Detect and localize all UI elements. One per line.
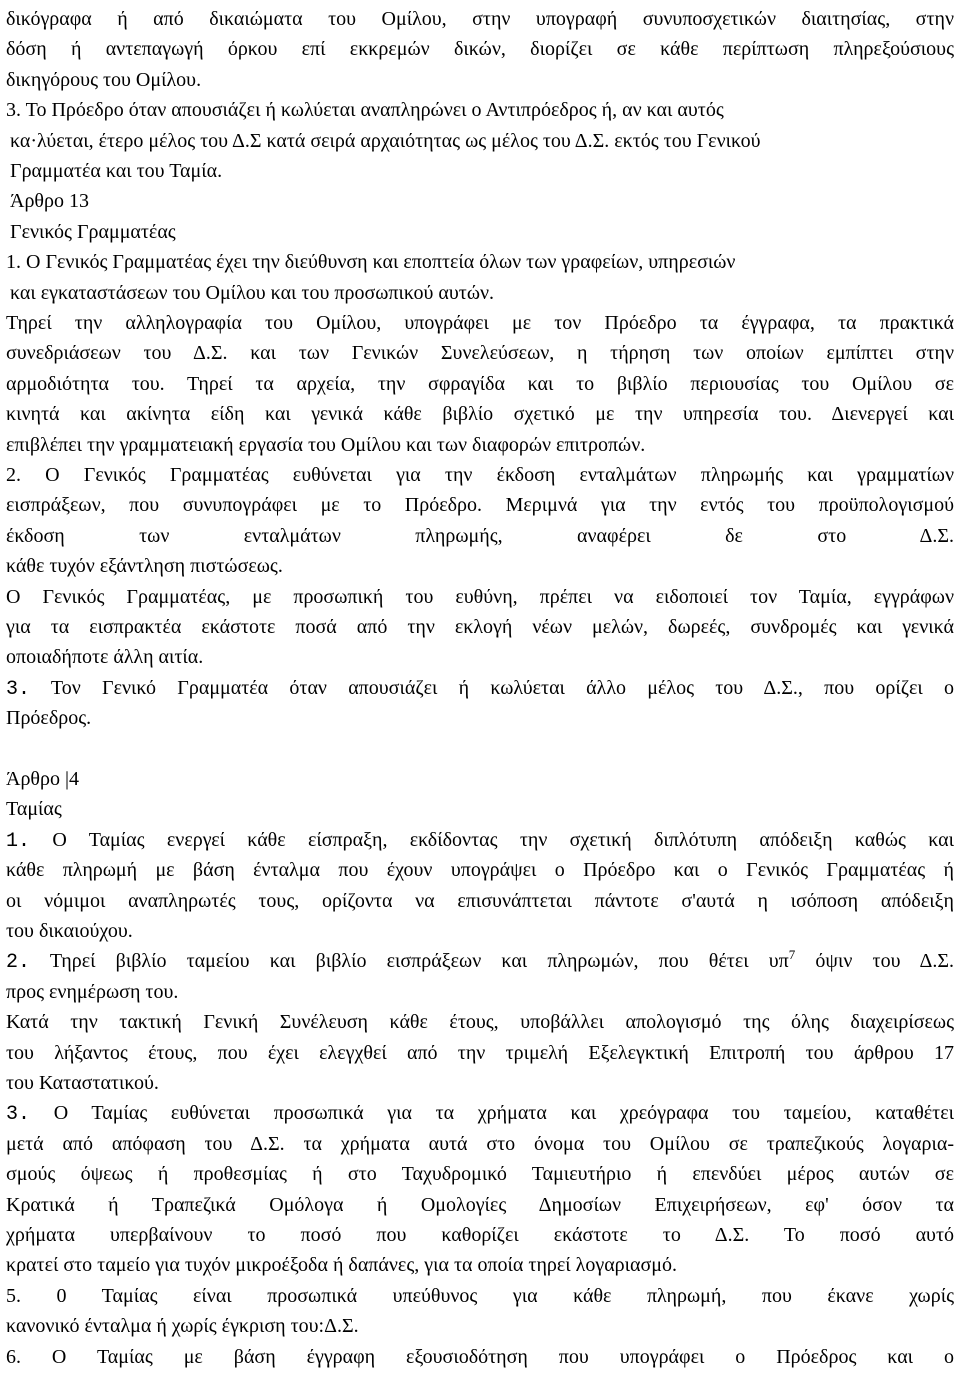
line-text: οποιαδήποτε άλλη αιτία. xyxy=(6,646,204,669)
line-text: Τηρεί την αλληλογραφία του Ομίλου, υπογράφει με τον Πρόεδρο τα έγγραφα, τα πρακτικά xyxy=(6,312,954,334)
text-line xyxy=(6,916,954,946)
text-line xyxy=(6,794,954,824)
superscript: 7 xyxy=(788,947,796,963)
line-text: σμούς όψεως ή προθεσμίας ή στο Ταχυδρομικό Ταμιευτήριο ή επενδύει μέρος αυτών σε xyxy=(6,1163,954,1186)
line-text: εισπράξεων, που συνυπογράφει με το Πρόεδρο. Μεριμνά για την εντός του προϋπολογισμού xyxy=(6,494,954,517)
line-text: δικηγόρους του Ομίλου. xyxy=(6,68,202,91)
text-line xyxy=(6,521,954,551)
text-line xyxy=(6,95,954,125)
line-text: κανονικό ένταλμα ή χωρίς έγκριση του:Δ.Σ. xyxy=(6,1315,359,1338)
line-text: Γραμματέα και του Ταμία. xyxy=(10,160,223,182)
line-text: κα·λύεται, έτερο μέλος του Δ.Σ κατά σειρά αρχαιότητας ως μέλος του Δ.Σ. εκτός του Γενικού xyxy=(10,129,761,152)
text-line xyxy=(10,278,954,308)
line-text: 2. Ο Γενικός Γραμματέας ευθύνεται για την έκδοση ενταλμάτων πληρωμής και γραμματίων xyxy=(6,464,954,486)
text-line xyxy=(6,612,954,642)
line-text: Γενικός Γραμματέας xyxy=(10,220,176,243)
text-line xyxy=(6,1250,954,1280)
text-line xyxy=(10,126,954,156)
line-text: 3. Το Πρόεδρο όταν απουσιάζει ή κωλύεται αναπληρώνει ο Αντιπρόεδρος ή, αν και αυτός xyxy=(6,99,724,122)
line-text: Ο Ταμίας ευθύνεται προσωπικά για τα χρήματα και χρεόγραφα του ταμείου, καταθέτει xyxy=(53,1102,954,1125)
text-line xyxy=(6,825,954,855)
text-line xyxy=(6,977,954,1007)
text-line xyxy=(6,247,954,277)
text-line xyxy=(6,886,954,916)
text-line xyxy=(10,186,954,216)
text-line xyxy=(6,460,954,490)
item-number: 1. xyxy=(6,829,31,853)
line-text: κάθε τυχόν εξάντληση πιστώσεως. xyxy=(6,555,283,578)
text-line xyxy=(6,1007,954,1037)
text-line xyxy=(10,217,954,247)
line-text: κινητά και ακίνητα είδη και γενικά κάθε βιβλίο σχετικό με την υπηρεσία του. Διενεργεί και xyxy=(6,403,954,426)
text-line xyxy=(6,1311,954,1341)
line-text-continued: όψιν του Δ.Σ. xyxy=(795,950,954,973)
line-text: προς ενημέρωση του. xyxy=(6,980,179,1003)
line-text: Ταμίας xyxy=(6,798,62,821)
line-text: 5. 0 Ταμίας είναι προσωπικά υπεύθυνος για κάθε πληρωμή, που έκανε χωρίς xyxy=(6,1284,954,1307)
line-text: κάθε πληρωμή με βάση ένταλμα που έχουν υπογράψει ο Πρόεδρο και ο Γενικός Γραμματέας ή xyxy=(6,859,954,882)
line-text: Κατά την τακτική Γενική Συνέλευση κάθε έτους, υποβάλλει απολογισμό της όλης διαχειρίσεως xyxy=(6,1011,954,1034)
text-line xyxy=(6,1098,954,1128)
text-line xyxy=(6,1159,954,1189)
text-line xyxy=(6,65,954,95)
text-line xyxy=(6,642,954,672)
line-text: του λήξαντος έτους, που έχει ελεγχθεί από την τριμελή Εξελεγκτική Επιτροπή του άρθρου 17 xyxy=(6,1041,954,1064)
text-line xyxy=(6,430,954,460)
text-line xyxy=(6,582,954,612)
line-text: Πρόεδρος. xyxy=(6,707,92,730)
line-text: Κρατικά ή Τραπεζικά Ομόλογα ή Ομολογίες Δημοσίων Επιχειρήσεων, εφ' όσον τα xyxy=(6,1193,954,1216)
text-line xyxy=(6,369,954,399)
text-line xyxy=(6,1220,954,1250)
text-line xyxy=(6,490,954,520)
text-line xyxy=(6,703,954,733)
text-line xyxy=(6,551,954,581)
text-line xyxy=(6,4,954,34)
text-line xyxy=(6,399,954,429)
line-text: δόση ή αντεπαγωγή όρκου επί εκκρεμών δικών, διορίζει σε κάθε περίπτωση πληρεξούσιους xyxy=(6,38,954,61)
line-text: Ο Γενικός Γραμματέας, με προσωπική του ευθύνη, πρέπει να ειδοποιεί τον Ταμία, εγγράφων xyxy=(6,585,954,608)
text-line xyxy=(6,1129,954,1159)
line-text: κρατεί στο ταμείο για τυχόν μικροέξοδα ή δαπάνες, για τα οποία τηρεί λογαριασμό. xyxy=(6,1254,678,1277)
line-text: μετά από απόφαση του Δ.Σ. τα χρήματα αυτά στο όνομα του Ομίλου σε τραπεζικούς λογαρια- xyxy=(6,1132,954,1155)
line-text: οι νόμιμοι αναπληρωτές τους, ορίζοντα να επισυνάπτεται πάντοτε σ'αυτά η ισόποση απόδειξη xyxy=(6,889,954,912)
line-text: για τα εισπρακτέα εκάστοτε ποσά από την εκλογή νέων μελών, δωρεές, συνδρομές και γενικά xyxy=(6,616,954,638)
text-line xyxy=(6,946,954,976)
line-text: του δικαιούχου. xyxy=(6,920,133,942)
line-text: έκδοση των ενταλμάτων πληρωμής, αναφέρει δε στο Δ.Σ. xyxy=(6,524,954,547)
text-line xyxy=(6,308,954,338)
line-text: του Καταστατικού. xyxy=(6,1072,159,1094)
line-text: 1. Ο Γενικός Γραμματέας έχει την διεύθυνση και εποπτεία όλων των γραφείων, υπηρεσιών xyxy=(6,251,736,274)
item-number: 2. xyxy=(6,951,31,975)
line-text: συνεδριάσεων του Δ.Σ. και των Γενικών Συνελεύσεων, η τήρηση των οποίων εμπίπτει στην xyxy=(6,342,954,365)
text-line xyxy=(6,764,954,794)
text-line xyxy=(6,1342,954,1372)
item-number: 3. xyxy=(6,677,31,701)
text-line xyxy=(6,734,954,764)
line-text: Άρθρο 13 xyxy=(10,190,89,213)
line-text: 6. Ο Ταμίας με βάση έγγραφη εξουσιοδότηση που υπογράφει ο Πρόεδρος και ο xyxy=(6,1345,954,1368)
line-text: Τηρεί βιβλίο ταμείου και βιβλίο εισπράξεων και πληρωμών, που θέτει υπ xyxy=(49,950,789,973)
text-line xyxy=(6,855,954,885)
text-line xyxy=(6,673,954,703)
line-text: Ο Ταμίας ενεργεί κάθε είσπραξη, εκδίδοντας την σχετική διπλότυπη απόδειξη καθώς και xyxy=(52,828,954,851)
text-line xyxy=(6,1068,954,1098)
line-text: χρήματα υπερβαίνουν το ποσό που καθορίζει εκάστοτε το Δ.Σ. Το ποσό αυτό xyxy=(6,1224,954,1246)
line-text: επιβλέπει την γραμματειακή εργασία του Ομίλου και των διαφορών επιτροπών. xyxy=(6,433,646,456)
line-text: δικόγραφα ή από δικαιώματα του Ομίλου, στην υπογραφή συνυποσχετικών διαιτησίας, στην xyxy=(6,8,954,30)
text-line xyxy=(6,1038,954,1068)
text-line xyxy=(6,1281,954,1311)
item-number: 3. xyxy=(6,1103,31,1127)
line-text: και εγκαταστάσεων του Ομίλου και του προσωπικού αυτών. xyxy=(10,281,495,304)
text-line xyxy=(6,34,954,64)
text-line xyxy=(10,156,954,186)
line-text: Τον Γενικό Γραμματέα όταν απουσιάζει ή κωλύεται άλλο μέλος του Δ.Σ., που ορίζει ο xyxy=(50,676,954,699)
text-line xyxy=(6,338,954,368)
line-text: αρμοδιότητα του. Τηρεί τα αρχεία, την σφραγίδα και το βιβλίο περιουσίας του Ομίλου σε xyxy=(6,372,954,395)
text-line xyxy=(6,1190,954,1220)
line-text: Άρθρο |4 xyxy=(6,768,79,790)
